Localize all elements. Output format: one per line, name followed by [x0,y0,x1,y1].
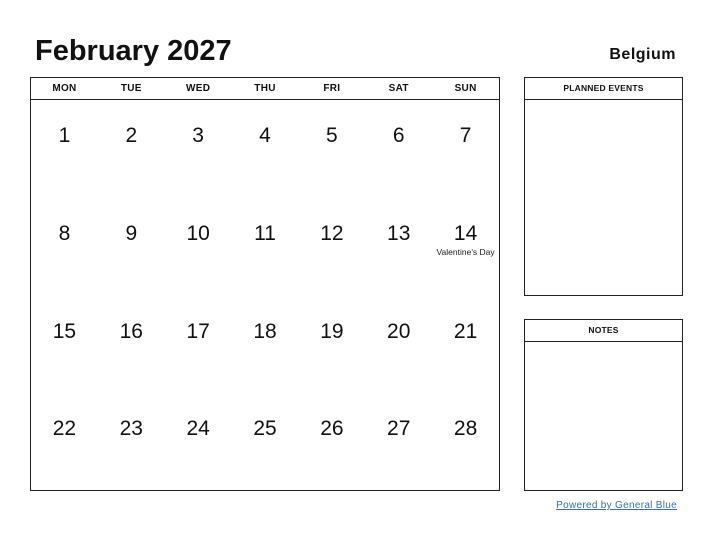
day-number: 21 [453,319,478,343]
holiday-label: Valentine's Day [436,246,495,257]
day-cell[interactable] [232,100,299,198]
day-number: 16 [119,319,143,343]
day-number: 26 [320,417,344,441]
day-cell[interactable] [31,198,98,296]
day-number: 2 [125,124,138,147]
day-number: 8 [58,221,71,245]
weekday-header [31,78,499,100]
day-number: 19 [320,319,344,343]
day-cell[interactable] [165,393,232,491]
day-cell[interactable] [232,198,299,296]
weekday-sat: SAT [388,83,409,94]
week-row [31,198,499,296]
page-title: February 2027 [35,35,232,67]
day-cell[interactable] [98,100,165,198]
notes-header: NOTES [525,320,682,342]
day-cell[interactable] [232,393,299,491]
week-row [31,296,499,394]
day-cell[interactable] [298,100,365,198]
calendar-grid [30,77,500,491]
weekday-mon: MON [52,83,77,94]
day-number: 12 [320,221,344,245]
day-number: 1 [58,124,71,147]
calendar-weeks [31,100,499,491]
day-number: 22 [52,417,77,441]
weekday-sun: SUN [454,83,477,94]
day-number: 6 [392,124,405,147]
weekday-wed: WED [186,83,211,94]
day-cell[interactable] [432,198,499,296]
day-cell[interactable] [98,393,165,491]
day-cell[interactable] [31,296,98,394]
country-label: Belgium [609,46,676,63]
notes-box[interactable] [524,319,683,491]
day-number: 20 [387,319,411,343]
day-number: 25 [253,417,277,441]
day-number: 4 [259,124,271,147]
weekday-fri: FRI [323,83,341,94]
day-number: 27 [387,417,411,441]
day-cell[interactable] [298,198,365,296]
day-number: 28 [453,417,478,441]
day-number: 23 [119,417,143,441]
day-cell[interactable] [232,296,299,394]
day-cell[interactable] [365,296,432,394]
day-cell[interactable] [298,393,365,491]
day-cell[interactable] [365,198,432,296]
week-row [31,393,499,491]
day-cell[interactable] [165,100,232,198]
day-cell[interactable] [31,393,98,491]
day-number: 14 [453,221,478,245]
day-cell[interactable] [365,393,432,491]
day-cell[interactable] [98,296,165,394]
day-cell[interactable] [98,198,165,296]
day-number: 3 [192,124,204,147]
day-cell[interactable] [432,100,499,198]
day-number: 15 [52,319,77,343]
day-number: 13 [387,221,411,245]
day-cell[interactable] [298,296,365,394]
day-cell[interactable] [165,296,232,394]
day-cell[interactable] [432,393,499,491]
day-cell[interactable] [31,100,98,198]
planned-events-box[interactable] [524,77,683,296]
day-number: 5 [326,124,338,147]
day-number: 7 [459,124,472,147]
powered-by-link[interactable]: Powered by General Blue [556,500,677,511]
day-number: 18 [253,319,277,343]
day-number: 11 [254,221,276,245]
day-cell[interactable] [365,100,432,198]
day-cell[interactable] [165,198,232,296]
day-number: 9 [125,221,138,245]
weekday-thu: THU [254,83,276,94]
day-number: 10 [186,221,210,245]
day-number: 17 [186,319,210,343]
planned-events-header: PLANNED EVENTS [525,78,682,100]
weekday-tue: TUE [120,83,142,94]
day-cell[interactable] [432,296,499,394]
day-number: 24 [186,417,210,441]
week-row [31,100,499,198]
